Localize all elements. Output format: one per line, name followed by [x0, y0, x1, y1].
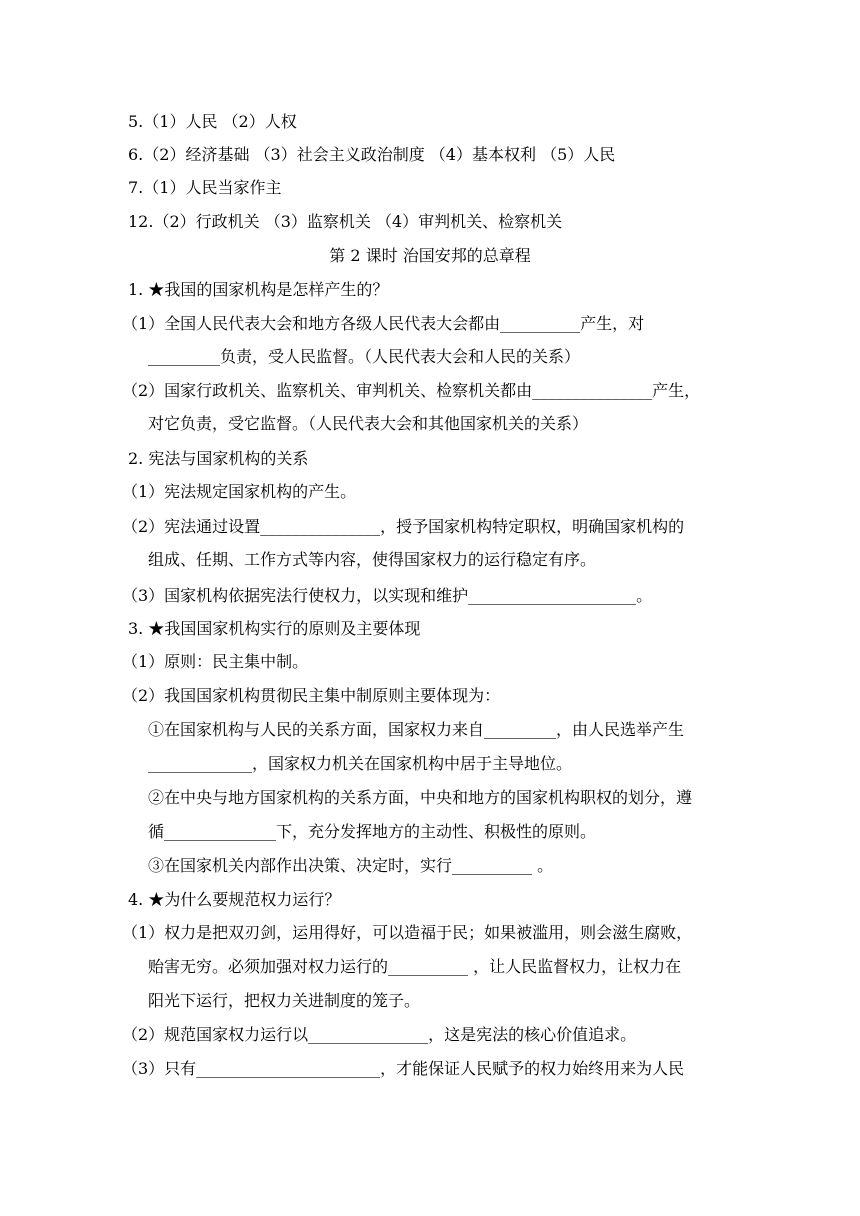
question-3-item-2: （2）我国国家机构贯彻民主集中制原则主要体现为： [122, 686, 501, 705]
question-2-item-2: （2）宪法通过设置_______________，授予国家机构特定职权，明确国家机构的 [122, 517, 685, 536]
question-4-item-1-cont-2: 阳光下运行，把权力关进制度的笼子。 [148, 991, 421, 1010]
question-3-point-2: ②在中央与地方国家机构的关系方面，中央和地方的国家机构职权的划分，遵 [148, 788, 693, 807]
question-1-item-2-cont: 对它负责，受它监督。（人民代表大会和其他国家机关的关系） [148, 414, 589, 433]
question-3-point-3: ③在国家机关内部作出决策、决定时，实行__________ 。 [148, 856, 554, 875]
question-3-point-1-cont: _____________，国家权力机关在国家机构中居于主导地位。 [148, 754, 573, 773]
question-1-item-1-cont: _________负责，受人民监督。（人民代表大会和人民的关系） [148, 347, 581, 366]
question-4-item-1-cont: 贻害无穷。必须加强对权力运行的__________ ，让人民监督权力，让权力在 [148, 957, 682, 976]
answer-line-5: 5.（1）人民 （2）人权 [128, 112, 297, 131]
section-title: 第 2 课时 治国安邦的总章程 [329, 246, 531, 265]
question-4-heading: 4. ★为什么要规范权力运行？ [128, 890, 341, 909]
question-2-item-2-cont: 组成、任期、工作方式等内容，使得国家权力的运行稳定有序。 [148, 550, 597, 569]
question-4-item-2: （2）规范国家权力运行以_______________，这是宪法的核心价值追求。 [122, 1025, 637, 1044]
question-3-heading: 3. ★我国国家机构实行的原则及主要体现 [128, 619, 421, 638]
question-1-heading: 1. ★我国的国家机构是怎样产生的？ [128, 280, 389, 299]
answer-line-12: 12.（2）行政机关 （3）监察机关 （4）审判机关、检察机关 [128, 212, 563, 231]
question-2-item-1: （1）宪法规定国家机构的产生。 [122, 482, 357, 501]
question-1-item-1: （1）全国人民代表大会和地方各级人民代表大会都由__________产生，对 [122, 314, 645, 333]
question-3-point-2-cont: 循______________下，充分发挥地方的主动性、积极性的原则。 [148, 822, 597, 841]
question-1-item-2: （2）国家行政机关、监察机关、审判机关、检察机关都由_______________产生， [122, 381, 701, 400]
question-4-item-1: （1）权力是把双刃剑，运用得好，可以造福于民；如果被滥用，则会滋生腐败， [122, 923, 693, 942]
question-3-item-1: （1）原则：民主集中制。 [122, 652, 309, 671]
question-2-item-3: （3）国家机构依据宪法行使权力，以实现和维护_____________________。 [122, 586, 653, 605]
question-3-point-1: ①在国家机构与人民的关系方面，国家权力来自_________，由人民选举产生 [148, 720, 685, 739]
question-2-heading: 2. 宪法与国家机构的关系 [128, 449, 309, 468]
question-4-item-3: （3）只有_______________________，才能保证人民赋予的权力始终用来为人民 [122, 1059, 685, 1078]
answer-line-6: 6.（2）经济基础 （3）社会主义政治制度 （4）基本权利 （5）人民 [128, 145, 616, 164]
answer-line-7: 7.（1）人民当家作主 [128, 178, 282, 197]
